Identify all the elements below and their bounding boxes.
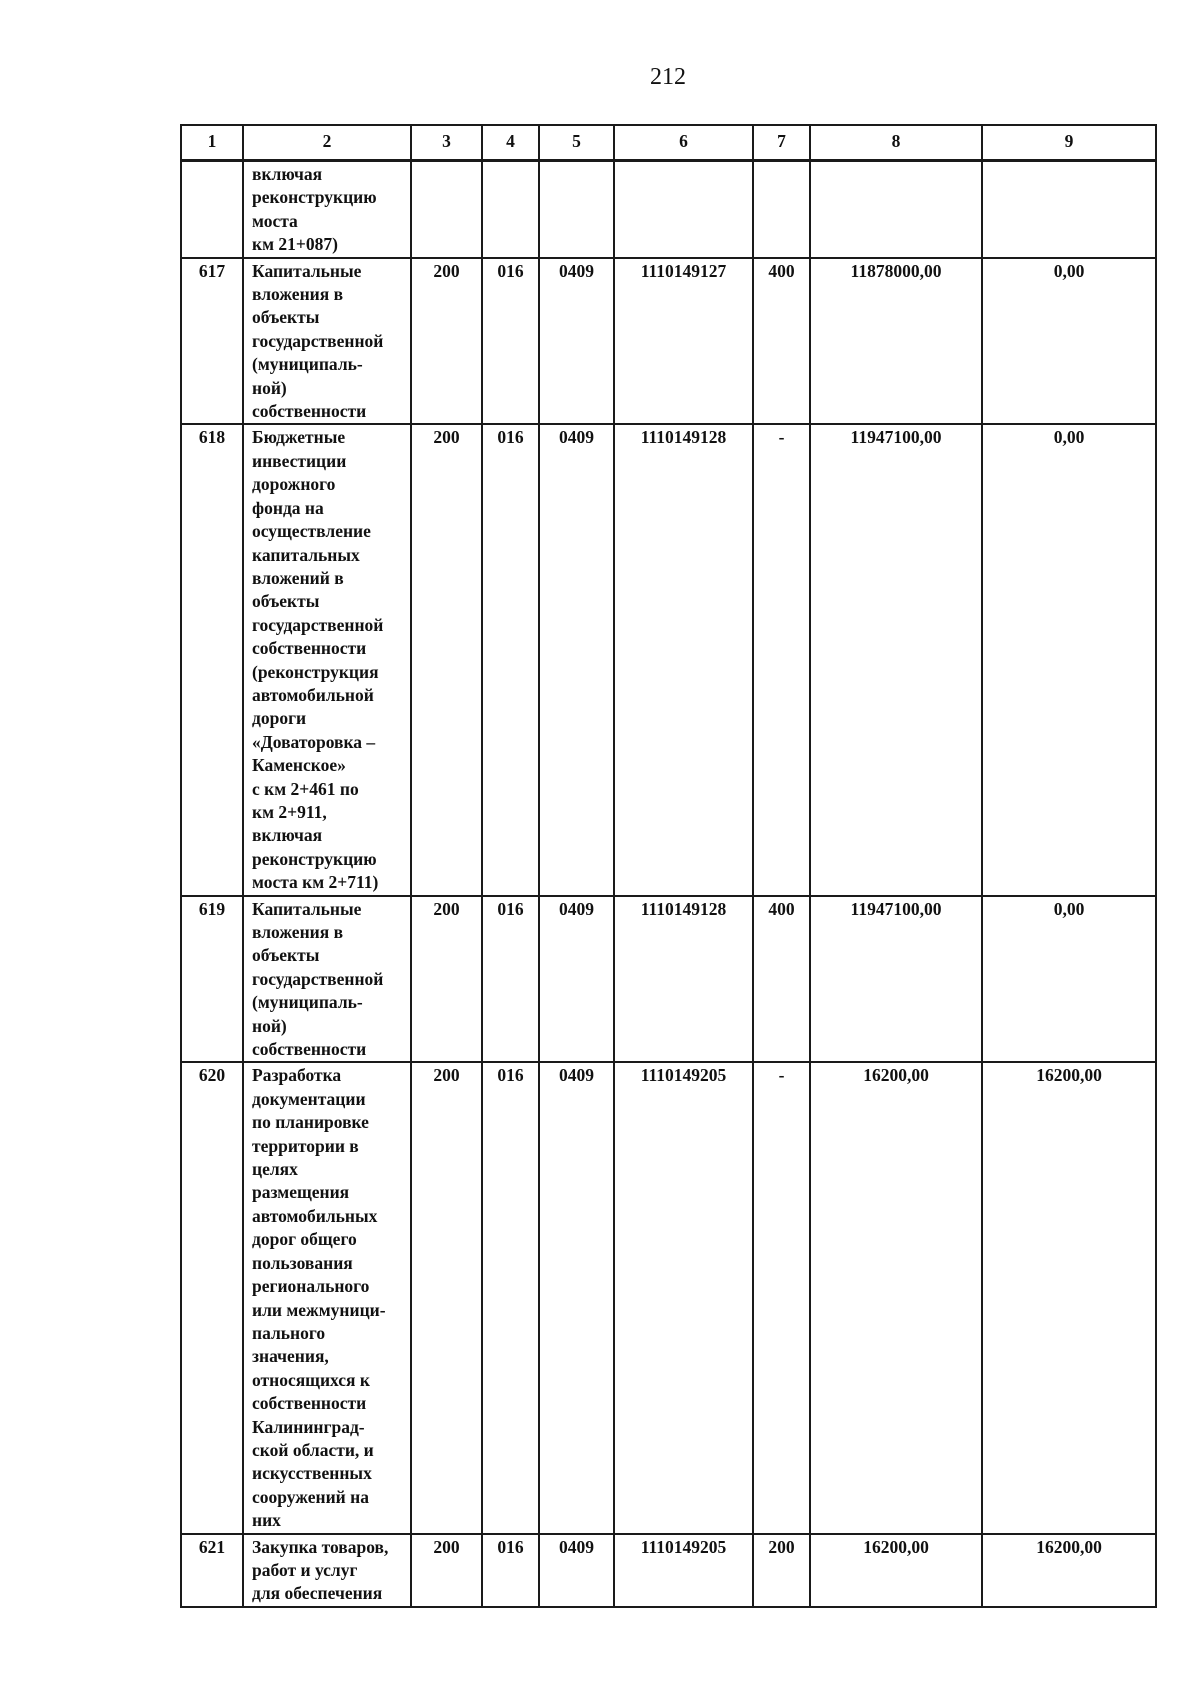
row-name bbox=[243, 1534, 411, 1607]
row-number: 621 bbox=[181, 1534, 243, 1607]
target-article-code bbox=[614, 161, 753, 258]
column-header-1: 1 bbox=[181, 125, 243, 161]
table-row bbox=[181, 1534, 1156, 1607]
row-name-line: включая bbox=[252, 825, 323, 846]
row-name bbox=[243, 1062, 411, 1533]
column-header-6: 6 bbox=[614, 125, 753, 161]
column-header-4: 4 bbox=[482, 125, 539, 161]
row-name-line: дорог общего bbox=[252, 1229, 357, 1250]
row-name-line: Капитальные bbox=[252, 898, 362, 919]
ministry-code bbox=[482, 161, 539, 258]
row-name-line: сооружений на bbox=[252, 1486, 369, 1507]
expense-type-code: - bbox=[753, 1062, 810, 1533]
row-name-line: с км 2+461 по bbox=[252, 778, 359, 799]
ministry-code: 016 bbox=[482, 1062, 539, 1533]
subsection-code: 0409 bbox=[539, 1534, 614, 1607]
row-number: 619 bbox=[181, 896, 243, 1063]
row-name-line: ной) bbox=[252, 377, 287, 398]
subsection-code: 0409 bbox=[539, 1062, 614, 1533]
column-header-5: 5 bbox=[539, 125, 614, 161]
target-article-code: 1110149128 bbox=[614, 424, 753, 895]
amount-second: 0,00 bbox=[982, 424, 1156, 895]
row-number: 618 bbox=[181, 424, 243, 895]
amount-second: 16200,00 bbox=[982, 1062, 1156, 1533]
section-code: 200 bbox=[411, 1062, 482, 1533]
subsection-code bbox=[539, 161, 614, 258]
section-code bbox=[411, 161, 482, 258]
table-row bbox=[181, 896, 1156, 1063]
row-name bbox=[243, 161, 411, 258]
row-name-line: вложений в bbox=[252, 567, 344, 588]
row-name-line: собственности bbox=[252, 638, 367, 659]
expense-type-code: 400 bbox=[753, 258, 810, 425]
header-row bbox=[181, 125, 1156, 161]
row-name-line: объекты bbox=[252, 945, 320, 966]
ministry-code: 016 bbox=[482, 896, 539, 1063]
row-name-line: км 2+911, bbox=[252, 801, 327, 822]
row-name-line: Закупка товаров, bbox=[252, 1536, 389, 1557]
amount-second bbox=[982, 161, 1156, 258]
column-header-8: 8 bbox=[810, 125, 982, 161]
row-name-line: дороги bbox=[252, 708, 307, 729]
amount-planned: 16200,00 bbox=[810, 1062, 982, 1533]
row-name-line: инвестиции bbox=[252, 450, 347, 471]
row-name-line: дорожного bbox=[252, 474, 336, 495]
row-name-line: пользования bbox=[252, 1252, 353, 1273]
row-name-line: территории в bbox=[252, 1135, 359, 1156]
row-name-line: государственной bbox=[252, 330, 384, 351]
subsection-code: 0409 bbox=[539, 896, 614, 1063]
table-body bbox=[181, 161, 1156, 1607]
row-name-line: собственности bbox=[252, 1039, 367, 1060]
section-code: 200 bbox=[411, 1534, 482, 1607]
column-header-9: 9 bbox=[982, 125, 1156, 161]
amount-second: 0,00 bbox=[982, 896, 1156, 1063]
row-name-line: Бюджетные bbox=[252, 427, 346, 448]
row-name-line: (реконструкция bbox=[252, 661, 379, 682]
table-row bbox=[181, 258, 1156, 425]
row-name-line: размещения bbox=[252, 1182, 350, 1203]
row-name-line: собственности bbox=[252, 401, 367, 422]
budget-table bbox=[180, 124, 1157, 1608]
row-name bbox=[243, 424, 411, 895]
row-name-line: Разработка bbox=[252, 1065, 342, 1086]
row-name-line: или межмуници- bbox=[252, 1299, 386, 1320]
expense-type-code bbox=[753, 161, 810, 258]
row-name-line: капитальных bbox=[252, 544, 360, 565]
target-article-code: 1110149205 bbox=[614, 1534, 753, 1607]
row-name-line: «Доваторовка – bbox=[252, 731, 376, 752]
column-header-3: 3 bbox=[411, 125, 482, 161]
row-name-line: документации bbox=[252, 1088, 366, 1109]
subsection-code: 0409 bbox=[539, 258, 614, 425]
expense-type-code: 200 bbox=[753, 1534, 810, 1607]
amount-planned: 16200,00 bbox=[810, 1534, 982, 1607]
row-number bbox=[181, 161, 243, 258]
row-name-line: (муниципаль- bbox=[252, 354, 363, 375]
row-name-line: ской области, и bbox=[252, 1439, 374, 1460]
column-header-7: 7 bbox=[753, 125, 810, 161]
row-name bbox=[243, 896, 411, 1063]
section-code: 200 bbox=[411, 258, 482, 425]
row-name-line: Каменское» bbox=[252, 755, 346, 776]
row-number: 620 bbox=[181, 1062, 243, 1533]
row-name bbox=[243, 258, 411, 425]
table-row bbox=[181, 161, 1156, 258]
row-name-line: по планировке bbox=[252, 1112, 369, 1133]
row-name-line: объекты bbox=[252, 307, 320, 328]
row-name-line: регионального bbox=[252, 1276, 370, 1297]
amount-planned: 11878000,00 bbox=[810, 258, 982, 425]
table-row bbox=[181, 424, 1156, 895]
column-header-2: 2 bbox=[243, 125, 411, 161]
row-name-line: моста bbox=[252, 210, 298, 231]
row-name-line: ной) bbox=[252, 1015, 287, 1036]
row-name-line: относящихся к bbox=[252, 1369, 370, 1390]
row-name-line: км 21+087) bbox=[252, 234, 338, 255]
amount-second: 16200,00 bbox=[982, 1534, 1156, 1607]
row-name-line: (муниципаль- bbox=[252, 992, 363, 1013]
row-name-line: собственности bbox=[252, 1393, 367, 1414]
page-number: 212 bbox=[650, 64, 686, 90]
row-name-line: для обеспечения bbox=[252, 1583, 383, 1604]
row-name-line: целях bbox=[252, 1159, 298, 1180]
target-article-code: 1110149205 bbox=[614, 1062, 753, 1533]
row-name-line: автомобильных bbox=[252, 1205, 378, 1226]
row-name-line: вложения в bbox=[252, 284, 344, 305]
row-name-line: пального bbox=[252, 1322, 326, 1343]
target-article-code: 1110149128 bbox=[614, 896, 753, 1063]
row-name-line: реконструкцию bbox=[252, 848, 377, 869]
table-row bbox=[181, 1062, 1156, 1533]
amount-planned: 11947100,00 bbox=[810, 896, 982, 1063]
expense-type-code: 400 bbox=[753, 896, 810, 1063]
row-name-line: работ и услуг bbox=[252, 1559, 358, 1580]
amount-second: 0,00 bbox=[982, 258, 1156, 425]
row-name-line: вложения в bbox=[252, 922, 344, 942]
row-name-line: фонда на bbox=[252, 497, 324, 518]
row-name-line: искусственных bbox=[252, 1463, 372, 1484]
row-name-line: государственной bbox=[252, 968, 384, 989]
ministry-code: 016 bbox=[482, 1534, 539, 1607]
row-name-line: значения, bbox=[252, 1346, 329, 1367]
ministry-code: 016 bbox=[482, 424, 539, 895]
row-name-line: включая bbox=[252, 164, 323, 184]
target-article-code: 1110149127 bbox=[614, 258, 753, 425]
section-code: 200 bbox=[411, 896, 482, 1063]
row-name-line: объекты bbox=[252, 591, 320, 612]
row-name-line: государственной bbox=[252, 614, 384, 635]
row-name-line: осуществление bbox=[252, 521, 371, 542]
amount-planned: 11947100,00 bbox=[810, 424, 982, 895]
expense-type-code: - bbox=[753, 424, 810, 895]
ministry-code: 016 bbox=[482, 258, 539, 425]
subsection-code: 0409 bbox=[539, 424, 614, 895]
section-code: 200 bbox=[411, 424, 482, 895]
row-name-line: реконструкцию bbox=[252, 187, 377, 208]
row-name-line: Калининград- bbox=[252, 1416, 365, 1437]
amount-planned bbox=[810, 161, 982, 258]
row-name-line: Капитальные bbox=[252, 260, 362, 281]
row-name-line: автомобильной bbox=[252, 684, 374, 705]
row-number: 617 bbox=[181, 258, 243, 425]
row-name-line: них bbox=[252, 1510, 281, 1531]
row-name-line: моста км 2+711) bbox=[252, 872, 379, 893]
